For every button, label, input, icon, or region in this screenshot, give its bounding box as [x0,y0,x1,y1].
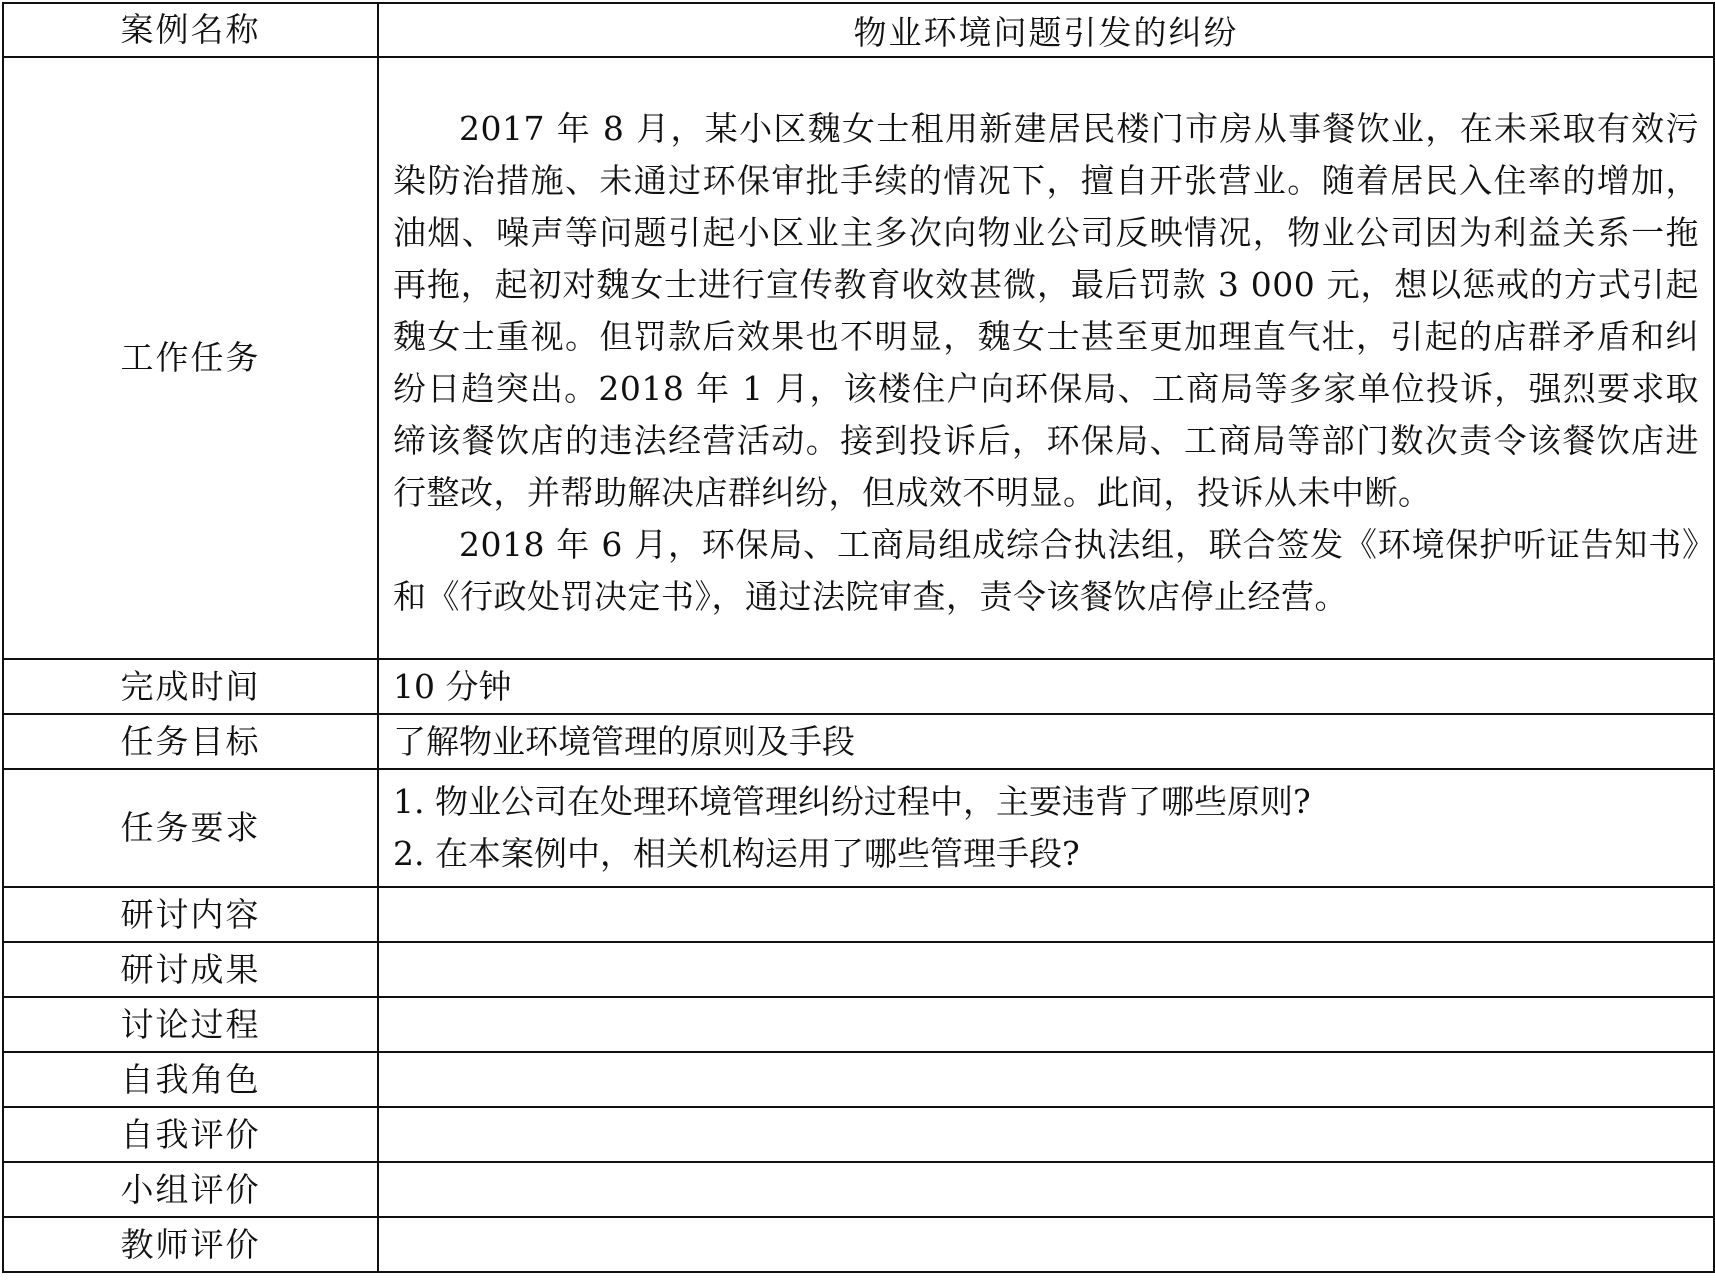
completion-time-row [3,659,1714,714]
work-task-paragraph-2: 2018 年 6 月，环保局、工商局组成综合执法组，联合签发《环境保护听证告知书》和《行政处罚决定书》，通过法院审查，责令该餐饮店停止经营。 [393,525,1699,616]
discussion-results-field[interactable] [378,942,1714,997]
task-requirements-content [378,769,1714,887]
work-task-paragraph-1: 2017 年 8 月，某小区魏女士租用新建居民楼门市房从事餐饮业，在未采取有效污染防治措施、未通过环保审批手续的情况下，擅自开张营业。随着居民入住率的增加，油烟、噪声等问题引起小区业主多次向物业公司反映情况，物业公司因为利益关系一拖再拖，起初对魏女士进行宣传教育收效甚微，最后罚款 3 000 元，想以惩戒的方式引起魏女士重视。但罚款后效果也不明显，魏女士甚至更加理直气壮，引起的店群矛盾和纠纷日趋突出。2018 年 1 月，该楼住户向环保局、工商局等多家单位投诉，强烈要求取缔该餐饮店的违法经营活动。接到投诉后，环保局、工商局等部门数次责令该餐饮店进行整改，并帮助解决店群纠纷，但成效不明显。此间，投诉从未中断。 [393,109,1699,512]
work-task-content [378,57,1714,659]
task-goal-row [3,714,1714,769]
self-evaluation-row [3,1107,1714,1162]
requirement-item-2: 2. 在本案例中，相关机构运用了哪些管理手段? [393,834,1080,873]
teacher-evaluation-row [3,1217,1714,1272]
self-role-field[interactable] [378,1052,1714,1107]
task-requirements-row [3,769,1714,887]
case-task-table [2,2,1715,1273]
completion-time-value: 10 分钟 [378,659,1714,714]
requirement-item-1: 1. 物业公司在处理环境管理纠纷过程中，主要违背了哪些原则? [393,782,1311,821]
discussion-content-field[interactable] [378,887,1714,942]
task-goal-value: 了解物业环境管理的原则及手段 [378,714,1714,769]
discussion-process-label: 讨论过程 [3,997,378,1052]
group-evaluation-label: 小组评价 [3,1162,378,1217]
case-name-label: 案例名称 [3,3,378,57]
discussion-process-row [3,997,1714,1052]
work-task-label: 工作任务 [3,57,378,659]
self-role-row [3,1052,1714,1107]
task-requirements-label: 任务要求 [3,769,378,887]
discussion-content-label: 研讨内容 [3,887,378,942]
discussion-results-label: 研讨成果 [3,942,378,997]
case-name-row [3,3,1714,57]
teacher-evaluation-field[interactable] [378,1217,1714,1272]
group-evaluation-row [3,1162,1714,1217]
discussion-results-row [3,942,1714,997]
work-task-row [3,57,1714,659]
self-evaluation-label: 自我评价 [3,1107,378,1162]
self-role-label: 自我角色 [3,1052,378,1107]
group-evaluation-field[interactable] [378,1162,1714,1217]
task-goal-label: 任务目标 [3,714,378,769]
discussion-content-row [3,887,1714,942]
discussion-process-field[interactable] [378,997,1714,1052]
teacher-evaluation-label: 教师评价 [3,1217,378,1272]
case-name-value: 物业环境问题引发的纠纷 [378,3,1714,57]
self-evaluation-field[interactable] [378,1107,1714,1162]
completion-time-label: 完成时间 [3,659,378,714]
